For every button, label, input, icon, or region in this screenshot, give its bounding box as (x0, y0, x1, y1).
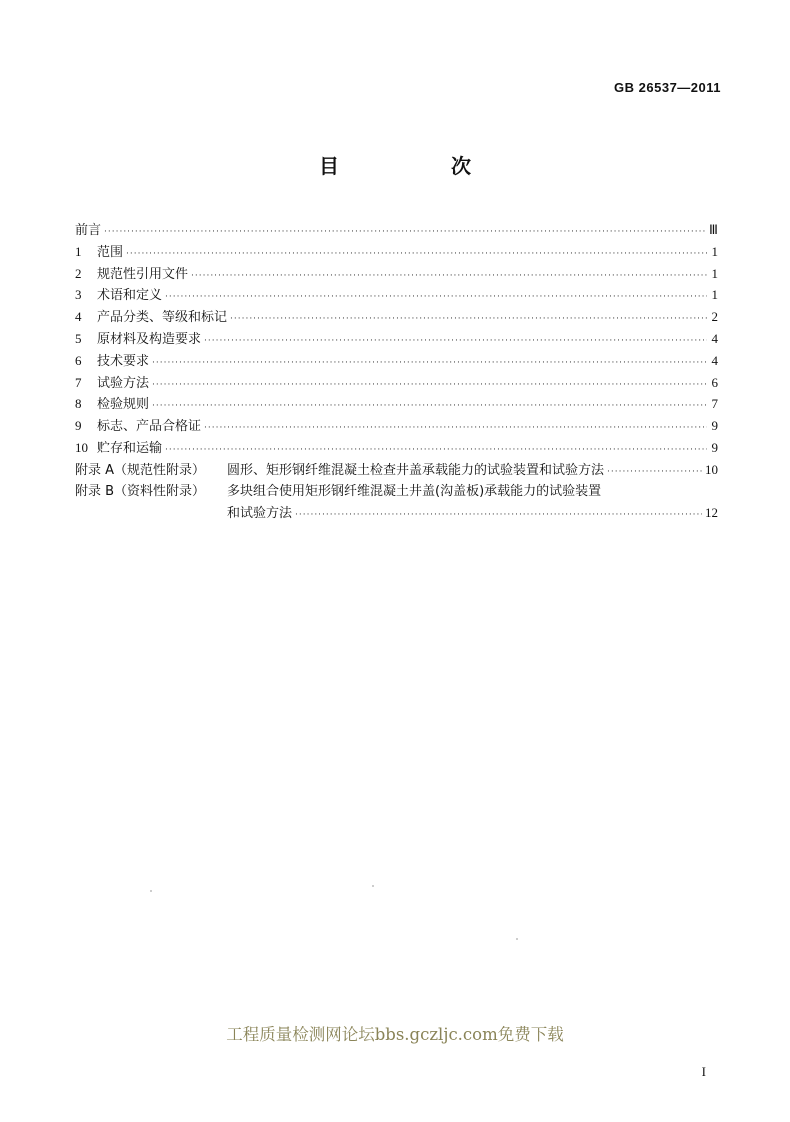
toc-entry-5[interactable] (75, 328, 718, 350)
toc-entry-number: 8 (75, 396, 82, 412)
toc-entry-page: 7 (711, 396, 718, 412)
toc-entry-annex-a[interactable] (75, 459, 718, 481)
toc-entry-label: 范围 (97, 244, 124, 260)
toc-entry-label: 多块组合使用矩形钢纤维混凝土井盖(沟盖板)承载能力的试验装置 (227, 483, 602, 499)
toc-entry-number: 4 (75, 309, 82, 325)
annex-b-first-line (75, 481, 718, 503)
toc-leader-dots (607, 462, 702, 484)
toc-entry-page: 12 (705, 505, 718, 521)
toc-leader-dots (152, 375, 707, 397)
toc-leader-dots (204, 331, 707, 353)
toc-entry-page: 2 (711, 309, 718, 325)
download-credit: 工程质量检测网论坛bbs.gczljc.com免费下载 (226, 1025, 564, 1044)
toc-entry-number: 1 (75, 243, 82, 259)
toc-entry-10[interactable] (75, 437, 718, 459)
toc-leader-dots (126, 244, 707, 266)
toc-leader-dots (204, 418, 707, 440)
toc-entry-page: 4 (711, 352, 718, 368)
toc-entry-annex-b[interactable] (75, 481, 718, 525)
toc-entry-label: 原材料及构造要求 (97, 331, 202, 347)
toc-entry-label: 术语和定义 (97, 288, 163, 304)
toc-entry-9[interactable] (75, 415, 718, 437)
toc-entry-page: 1 (711, 265, 718, 281)
toc-leader-dots (230, 309, 707, 331)
annex-prefix: 附录 A（规范性附录） (75, 462, 206, 478)
toc-entry-page: 9 (711, 439, 718, 455)
toc-entry-page: Ⅲ (709, 222, 718, 237)
table-of-contents (75, 219, 718, 524)
toc-entry-2[interactable] (75, 263, 718, 285)
toc-leader-dots (295, 505, 702, 527)
toc-entry-label-continued: 和试验方法 (227, 506, 293, 522)
toc-entry-page: 1 (711, 243, 718, 259)
toc-entry-page: 6 (711, 374, 718, 390)
toc-entry-page: 9 (711, 418, 718, 434)
toc-entry-label: 贮存和运输 (97, 440, 163, 456)
toc-entry-8[interactable] (75, 393, 718, 415)
toc-entry-number: 10 (75, 439, 88, 455)
toc-entry-label: 产品分类、等级和标记 (97, 310, 228, 326)
toc-leader-dots (104, 222, 706, 244)
toc-entry-label: 标志、产品合格证 (97, 419, 202, 435)
toc-entry-number: 2 (75, 265, 82, 281)
page-title: 目 次 (319, 154, 517, 178)
toc-entry-4[interactable] (75, 306, 718, 328)
toc-entry-label: 前言 (75, 223, 102, 238)
toc-entry-foreword[interactable] (75, 219, 718, 241)
toc-entry-label: 圆形、矩形钢纤维混凝土检查井盖承载能力的试验装置和试验方法 (227, 462, 605, 478)
standard-code: GB 26537—2011 (614, 80, 721, 95)
toc-entry-number: 5 (75, 330, 82, 346)
toc-entry-1[interactable] (75, 241, 718, 263)
toc-entry-number: 6 (75, 352, 82, 368)
toc-entry-page: 1 (711, 287, 718, 303)
toc-leader-dots (152, 353, 707, 375)
toc-entry-3[interactable] (75, 284, 718, 306)
toc-entry-page: 4 (711, 330, 718, 346)
toc-leader-dots (165, 287, 707, 309)
scan-speck (372, 885, 374, 887)
toc-entry-number: 7 (75, 374, 82, 390)
toc-entry-6[interactable] (75, 350, 718, 372)
toc-entry-number: 3 (75, 287, 82, 303)
annex-prefix: 附录 B（资料性附录） (75, 483, 206, 499)
toc-leader-dots (191, 266, 707, 288)
toc-entry-label: 规范性引用文件 (97, 266, 189, 282)
toc-entry-label: 技术要求 (97, 353, 150, 369)
annex-b-second-line (75, 502, 718, 524)
scan-speck (516, 938, 518, 940)
toc-entry-page: 10 (705, 461, 718, 477)
toc-leader-dots (152, 396, 707, 418)
toc-leader-dots (165, 440, 707, 462)
toc-entry-7[interactable] (75, 372, 718, 394)
toc-entry-label: 试验方法 (97, 375, 150, 391)
toc-entry-number: 9 (75, 418, 82, 434)
toc-entry-label: 检验规则 (97, 397, 150, 413)
page-number: I (701, 1064, 706, 1079)
scan-speck (150, 890, 152, 892)
